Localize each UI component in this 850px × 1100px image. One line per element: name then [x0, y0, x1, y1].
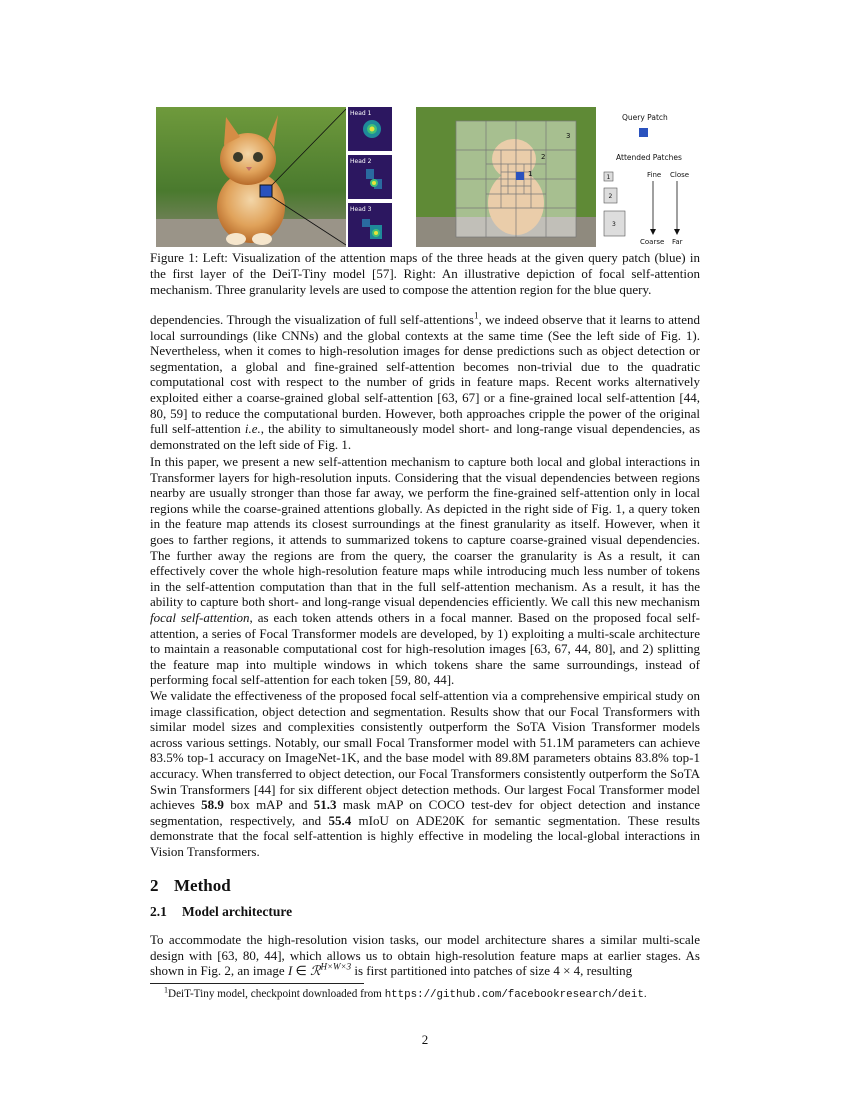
paragraph-1: [150, 312, 700, 452]
attention-map-head-2: [348, 155, 392, 199]
footnote-rule: [150, 983, 364, 984]
legend-query-swatch: [639, 128, 648, 137]
query-patch-grid: [516, 172, 524, 180]
grid-label-2: 2: [541, 153, 546, 161]
legend-close: Close: [670, 171, 690, 179]
p4-math-real: ℛ: [310, 963, 321, 979]
p3-bold-mask-map: 51.3: [313, 797, 337, 813]
focal-attention-illustration: [416, 107, 596, 247]
footnote-marker: 1: [164, 985, 168, 995]
p4-in-symbol: ∈: [292, 963, 311, 979]
p1-text-a: dependencies. Through the visualization of full self-attentions: [150, 312, 474, 327]
p2-focal-term: focal self-attention: [150, 609, 250, 625]
p4-math-patch: 4 × 4: [553, 963, 581, 979]
grid-label-3: 3: [566, 132, 571, 140]
p4-math-dims: H×W×3: [320, 961, 352, 972]
p1-ie: i.e.: [244, 421, 261, 437]
legend-fine: Fine: [647, 171, 662, 179]
paragraph-3: [150, 688, 700, 860]
footnote-url-link[interactable]: https://github.com/facebookresearch/deit: [384, 989, 644, 1001]
legend-query-patch: Query Patch: [622, 113, 668, 122]
head-2-label: Head 2: [350, 158, 372, 165]
p2-text-b: , as each token attends others in a focal manner. Based on the proposed focal self-attention, a series of Focal Transformer models are developed, by 1) exploiting a multi-scale architecture to maintain a reasonable computational cost for high-resolution images [63, 67, 44, 80], and 2) splitting the feature map into multiple windows in which tokens share the same surroundings, instead of performing focal self-attention for each token [59, 80, 44].: [150, 609, 700, 688]
caption-label: Figure 1:: [150, 250, 199, 265]
figure-1: [156, 107, 696, 247]
figure-caption: [150, 250, 700, 299]
p4-math-image: I: [287, 963, 293, 979]
p3-text-d: mIoU on ADE20K for semantic segmentation. These results demonstrate that the focal self-attention is highly effective in modeling the local-global interactions in Vision Transformers.: [150, 812, 700, 859]
p3-text-a: We validate the effectiveness of the proposed focal self-attention via a comprehensive empirical study on image classification, object detection and segmentation. Results show that our Focal Transformers with similar model sizes and complexities consistently outperform the SoTA Vision Transformer models across various settings. Notably, our small Focal Transformer model with 51.1M parameters can achieve 83.5% top-1 accuracy on ImageNet-1K, and the base model with 89.8M parameters obtains 83.8% top-1 accuracy. When transferred to object detection, our Focal Transformers consistently outperform the SoTA Swin Transformers [44] for six different object detection methods. Our largest Focal Transformer model achieves: [150, 688, 700, 813]
head-3-label: Head 3: [350, 206, 372, 213]
caption-text: Left: Visualization of the attention maps of the three heads at the given query patch (blue) in the first layer of the DeiT-Tiny model [57]. Right: An illustrative depiction of focal self-attention mechanism. Three granularity levels are used to compose the attention region for the blue query.: [150, 250, 700, 298]
grid-label-1: 1: [528, 170, 533, 178]
p1-text-b: , we indeed observe that it learns to attend local surroundings (like CNNs) and the global contexts at the same time (See the left side of Fig. 1). Nevertheless, when it comes to high-resolution images for dense predictions such as object detection or segmentation, a global and fine-grained self-attention becomes non-trivial due to the quadratic computational cost with respect to the number of grids in feature maps. Recent works alternatively exploited either a coarse-grained global self-attention [63, 67] or a fine-grained local self-attention [44, 80, 59] to reduce the computational burden. However, both approaches cripple the power of the original full self-attention: [150, 312, 700, 437]
footnote-text: DeiT-Tiny model, checkpoint downloaded from: [168, 988, 385, 1000]
p1-text-c: , the ability to simultaneously model short- and long-range visual dependencies, as demonstrated on the left side of Fig. 1.: [150, 421, 701, 452]
footnote-end: .: [643, 988, 647, 1000]
head-1-label: Head 1: [350, 110, 372, 117]
p4-text-c: , resulting: [580, 963, 633, 979]
p4-text-a: To accommodate the high-resolution vision tasks, our model architecture shares a similar multi-scale design with [63, 80, 44], which allows us to obtain high-resolution feature maps at earlier stages. As shown in Fig. 2, an image: [150, 932, 700, 979]
p4-text-b: is first partitioned into patches of size: [351, 963, 554, 979]
section-heading: [150, 876, 231, 896]
legend-box-1-label: 1: [606, 174, 611, 181]
query-patch-marker: [260, 185, 272, 197]
legend-box-2-label: 2: [608, 193, 613, 200]
paragraph-2: [150, 454, 700, 688]
p3-bold-miou: 55.4: [328, 812, 352, 828]
section-number: 2: [150, 876, 159, 895]
legend-attended-patches: Attended Patches: [616, 153, 682, 162]
attention-map-head-1: [348, 107, 392, 151]
p3-text-b: box mAP and: [223, 797, 314, 813]
p2-text-a: In this paper, we present a new self-attention mechanism to capture both local and global interactions in Transformer layers for high-resolution inputs. Considering that the visual dependencies between regions nearby are usually stronger than those far away, we perform the fine-grained self-attention only in local regions while the coarse-grained attentions globally. As depicted in the right side of Fig. 1, a query token in the feature map attends its closest surroundings at the finest granularity as itself. However, when it goes to farther regions, it attends to summarized tokens to capture coarse-grained visual dependencies. The further away the regions are from the query, the coarser the granularity is As a result, it can effectively cover the whole high-resolution feature maps while introducing much less number of tokens in the self-attention computation than that in the full self-attention mechanism. As a result, it has the ability to capture both short- and long-range visual dependencies efficiently. We call this new mechanism: [150, 454, 700, 610]
legend-box-3-label: 3: [612, 221, 616, 228]
footnote: [164, 985, 647, 1001]
figure-legend: [596, 107, 696, 247]
subsection-number: 2.1: [150, 904, 167, 919]
legend-coarse: Coarse: [640, 238, 665, 246]
section-title: Method: [174, 876, 231, 895]
legend-far: Far: [672, 238, 683, 246]
subsection-title: Model architecture: [182, 904, 293, 919]
p3-text-c: mask mAP on COCO test-dev for object detection and instance segmentation, respectively, and: [150, 797, 700, 828]
page-number: 2: [421, 1032, 429, 1047]
cat-photo: [156, 107, 346, 247]
subsection-heading: [150, 904, 292, 920]
paragraph-4: [150, 932, 700, 979]
footnote-ref-1[interactable]: 1: [473, 310, 479, 321]
p3-bold-box-map: 58.9: [201, 797, 224, 813]
attention-map-head-3: [348, 203, 392, 247]
